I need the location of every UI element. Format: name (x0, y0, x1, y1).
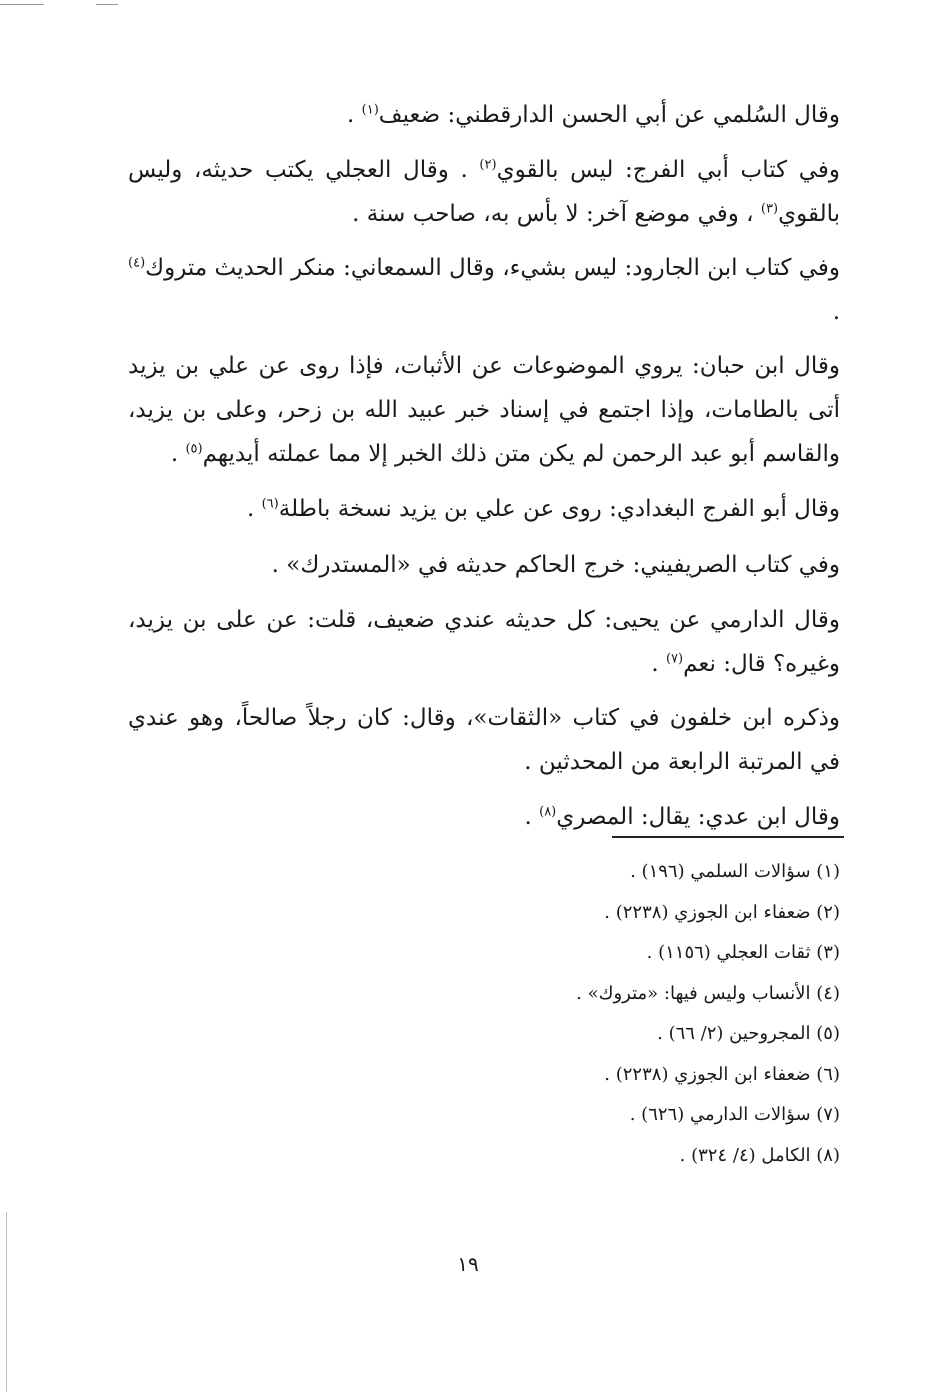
footnote-7: (٧) سؤالات الدارمي (٦٢٦) . (629, 1104, 840, 1125)
footnotes (440, 852, 840, 1176)
footnote-ref: (٦) (261, 496, 279, 512)
footnote-6: (٦) ضعفاء ابن الجوزي (٢٢٣٨) . (604, 1063, 840, 1085)
scan-edge-mark (0, 4, 44, 5)
paragraph-3: وفي كتاب ابن الجارود: ليس بشيء، وقال السمعاني: منكر الحديث متروك$^{(٤)}$ . (128, 255, 840, 325)
footnote-8: (٨) الكامل (٤/ ٣٢٤) . (679, 1144, 840, 1166)
paragraph-5: وقال أبو الفرج البغدادي: روى عن علي بن يزيد نسخة باطلة$^{(٦)}$ . (246, 496, 840, 522)
paragraph-9: وقال ابن عدي: يقال: المصري$^{(٨)}$ . (524, 804, 840, 830)
paragraph-6: وفي كتاب الصريفيني: خرج الحاكم حديثه في «المستدرك» . (271, 552, 840, 578)
footnote-ref: (٣) (760, 201, 779, 217)
paragraph-4: وقال ابن حبان: يروي الموضوعات عن الأثبات، فإذا روى عن علي بن يزيد أتى بالطامات، وإذا اجتمع في إسناد خبر عبيد الله بن زحر، وعلى بن يزيد، والقاسم أبو عبد الرحمن لم يكن متن ذلك الخبر إلا مما عملته أيديهم$^{(٥)}$ . (128, 353, 840, 467)
footnote-ref: (١) (361, 102, 379, 118)
paragraph-1: وقال السُلمي عن أبي الحسن الدارقطني: ضعيف$^{(١)}$ . (347, 102, 840, 128)
footnote-3: (٣) ثقات العجلي (١١٥٦) . (646, 942, 840, 963)
footnote-2: (٢) ضعفاء ابن الجوزي (٢٢٣٨) . (604, 901, 840, 923)
scan-edge-mark (6, 1212, 7, 1392)
footnote-5: (٥) المجروحين (٢/ ٦٦) . (657, 1023, 840, 1044)
page-number: ١٩ (457, 1252, 479, 1276)
footnote-ref: (٧) (665, 651, 684, 667)
paragraph-8: وذكره ابن خلفون في كتاب «الثقات»، وقال: كان رجلاً صالحاً، وهو عندي في المرتبة الرابعة من المحدثين . (128, 705, 840, 775)
footnote-ref: (٥) (185, 441, 203, 457)
footnote-1: (١) سؤالات السلمي (١٩٦) . (630, 861, 840, 882)
main-text (128, 92, 840, 850)
paragraph-2: وفي كتاب أبي الفرج: ليس بالقوي$^{(٢)}$ . وقال العجلي يكتب حديثه، وليس بالقوي$^{(٣)}$ ، وفي موضع آخر: لا بأس به، صاحب سنة . (128, 157, 841, 227)
footnote-4: (٤) الأنساب وليس فيها: «متروك» . (576, 982, 840, 1004)
footnote-separator (612, 836, 844, 838)
scan-edge-mark (96, 4, 118, 5)
footnote-ref: (٨) (539, 804, 557, 820)
paragraph-7: وقال الدارمي عن يحيى: كل حديثه عندي ضعيف، قلت: عن على بن يزيد، وغيره؟ قال: نعم$^{(٧)}$ . (128, 607, 840, 677)
footnote-ref: (٢) (479, 157, 497, 173)
footnote-ref: (٤) (128, 255, 146, 271)
